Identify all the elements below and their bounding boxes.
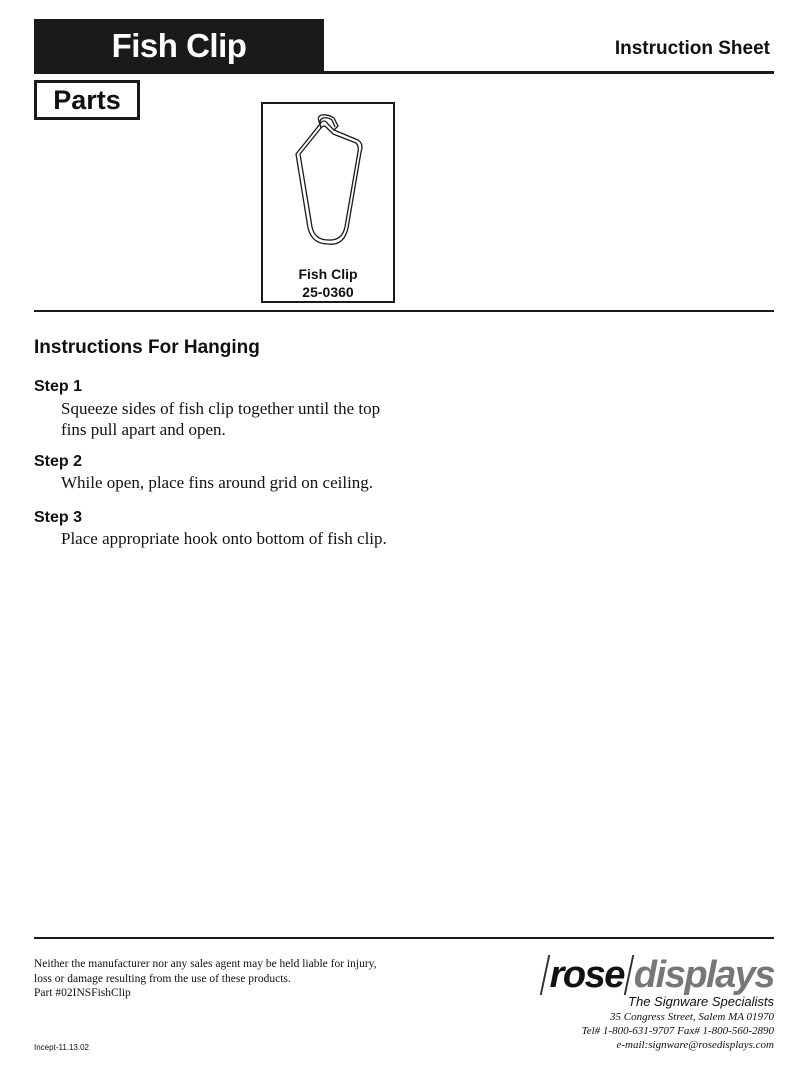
company-address: 35 Congress Street, Salem MA 01970	[610, 1011, 774, 1023]
step-1-label: Step 1	[34, 378, 83, 395]
rose-displays-logo	[540, 951, 774, 995]
part-name: Fish Clip	[298, 266, 358, 282]
parts-heading: Parts	[34, 80, 140, 120]
page-title: Fish Clip	[34, 19, 324, 73]
logo-bar	[624, 955, 635, 995]
part-code: Part #02INSFishClip	[34, 987, 131, 999]
logo-word-rose: rose	[549, 954, 624, 996]
company-email: e-mail:signware@rosedisplays.com	[616, 1039, 774, 1051]
incept-code: Incept-11.13.02	[34, 1043, 90, 1052]
company-tagline: The Signware Specialists	[628, 994, 774, 1009]
fish-clip-illustration	[288, 110, 372, 250]
sheet-label: Instruction Sheet	[614, 38, 770, 59]
instructions-heading: Instructions For Hanging	[34, 337, 260, 358]
part-number: 25-0360	[302, 284, 354, 300]
part-card	[261, 102, 395, 303]
company-phone: Tel# 1-800-631-9707 Fax# 1-800-560-2890	[581, 1025, 774, 1037]
step-2-label: Step 2	[34, 453, 83, 470]
step-2-text: While open, place fins around grid on ceiling.	[61, 473, 374, 492]
step-1-text: Squeeze sides of fish clip together until the top fins pull apart and open.	[61, 399, 381, 439]
header-divider	[34, 71, 774, 74]
liability-disclaimer: Neither the manufacturer nor any sales agent may be held liable for injury, loss or damage resulting from the use of these products.	[34, 958, 377, 985]
step-3-text: Place appropriate hook onto bottom of fish clip.	[61, 529, 387, 548]
step-3-label: Step 3	[34, 509, 83, 526]
logo-word-displays: displays	[633, 954, 774, 996]
footer-divider	[34, 937, 774, 939]
section-divider	[34, 310, 774, 312]
logo-bar	[539, 955, 550, 995]
